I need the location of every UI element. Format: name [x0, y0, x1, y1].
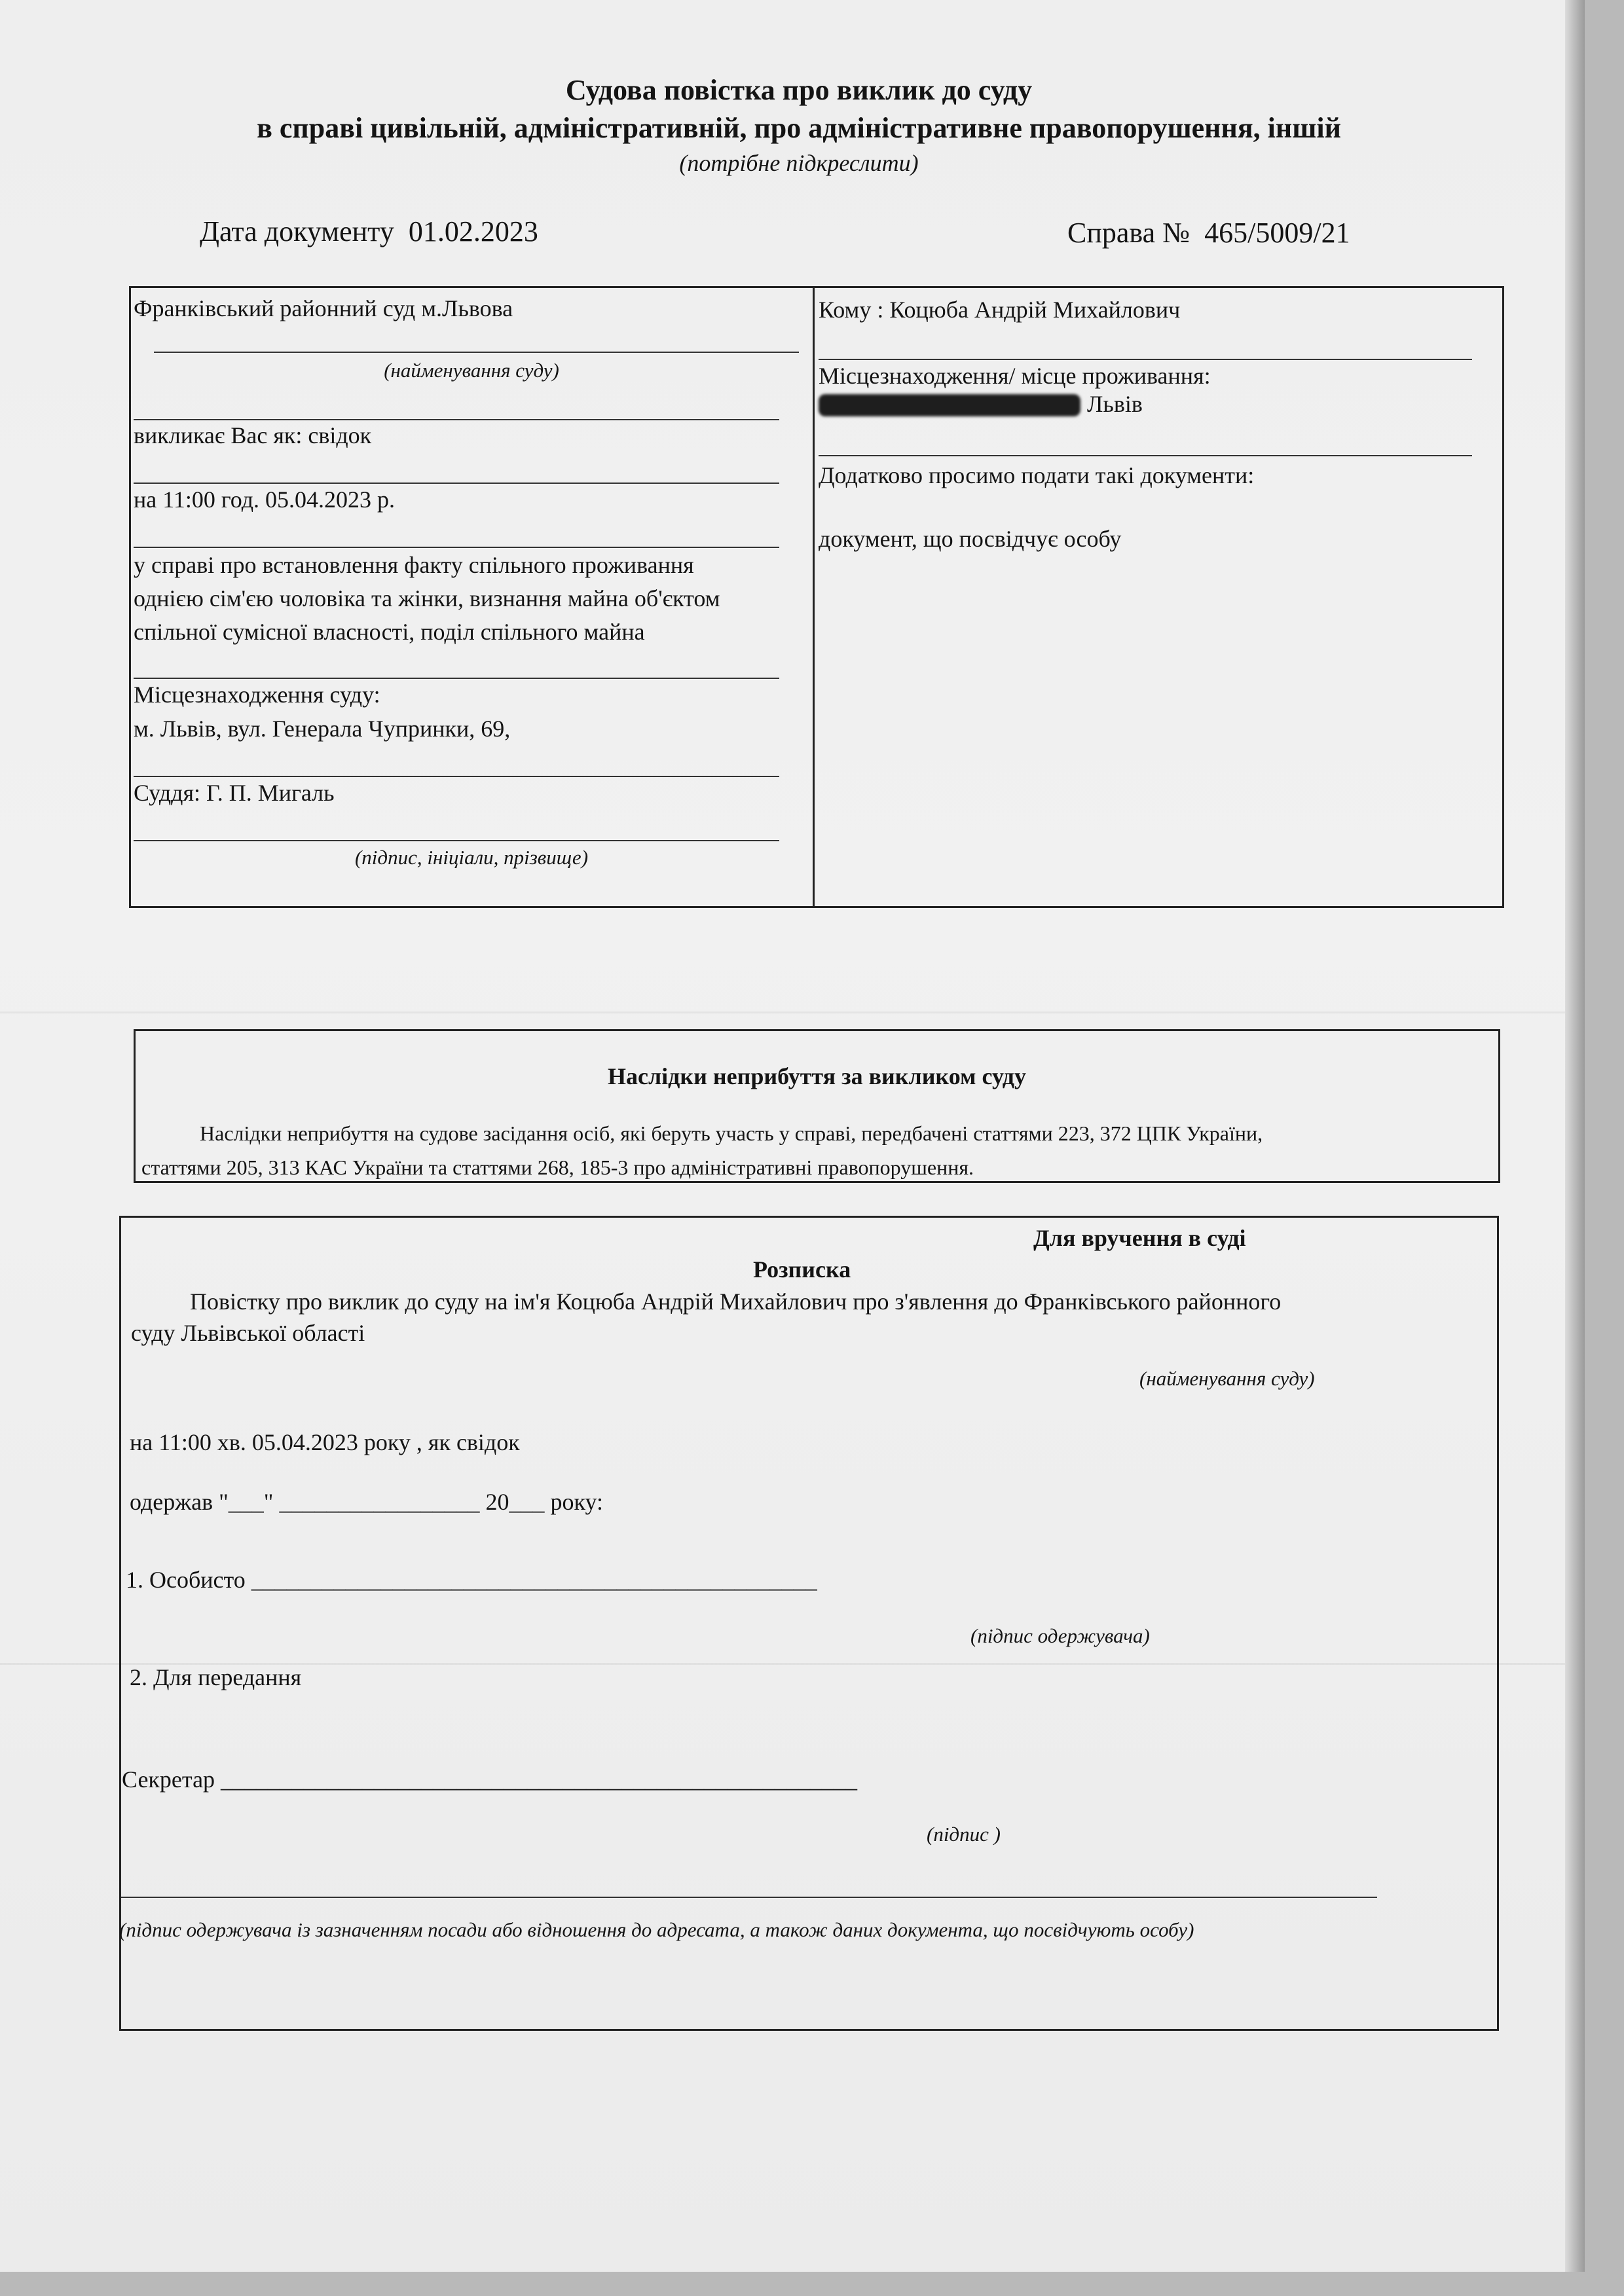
doc-date-label: Дата документу	[200, 215, 394, 247]
page-edge-shadow	[1565, 0, 1585, 2272]
secretary-signature-line: Секретар ______________________________________________________	[122, 1766, 858, 1793]
residence-city: Львів	[1087, 391, 1143, 417]
redacted-address	[819, 394, 1080, 416]
extra-docs-label: Додатково просимо подати такі документи:	[819, 462, 1255, 488]
summon-as: викликає Вас як: свідок	[134, 422, 372, 448]
recipient: Кому : Коцюба Андрій Михайлович	[819, 297, 1181, 323]
court-name-caption: (найменування суду)	[384, 359, 559, 382]
case-subject-line1: у справі про встановлення факту спільного проживання	[134, 552, 694, 578]
underline	[134, 776, 779, 777]
case-number	[1067, 216, 1350, 249]
for-court-label: Для вручення в суді	[1033, 1225, 1246, 1251]
judge: Суддя: Г. П. Мигаль	[134, 780, 335, 806]
case-subject-line2: однією сім'єю чоловіка та жінки, визнання майна об'єктом	[134, 585, 720, 611]
underline	[134, 419, 779, 420]
case-subject-line3: спільної сумісної власності, поділ спільного майна	[134, 619, 645, 645]
doc-subtitle: (потрібне підкреслити)	[679, 150, 919, 176]
underline	[134, 678, 779, 679]
judge-caption: (підпис, ініціали, прізвище)	[354, 846, 589, 869]
underline	[154, 352, 799, 353]
underline	[121, 1897, 1377, 1898]
doc-title-line2: в справі цивільній, адміністративній, про адміністративне правопорушення, іншій	[257, 112, 1341, 144]
doc-date-value: 01.02.2023	[408, 215, 538, 247]
residence-label: Місцезнаходження/ місце проживання:	[819, 363, 1211, 389]
underline	[134, 840, 779, 841]
underline	[819, 455, 1472, 456]
case-number-label: Справа №	[1067, 217, 1190, 249]
receipt-line2: суду Львівської області	[131, 1320, 365, 1346]
consequences-title: Наслідки неприбуття за викликом суду	[608, 1063, 1026, 1089]
extra-docs-value: документ, що посвідчує особу	[819, 526, 1122, 552]
underline	[819, 359, 1472, 360]
underline	[134, 547, 779, 548]
bottom-signature-caption: (підпис одержувача із зазначенням посади або відношення до адресата, а також даних документа, що посвідчують особу)	[119, 1918, 1194, 1941]
recipient-signature-caption: (підпис одержувача)	[970, 1624, 1150, 1647]
court-address: м. Львів, вул. Генерала Чупринки, 69,	[134, 716, 511, 742]
hearing-time: на 11:00 год. 05.04.2023 р.	[134, 486, 396, 513]
received-date-line: одержав "___" _________________ 20___ року:	[130, 1489, 604, 1515]
court-location-label: Місцезнаходження суду:	[134, 682, 380, 708]
receipt-title: Розписка	[753, 1256, 851, 1283]
consequences-text-line1: Наслідки неприбуття на судове засідання осіб, які беруть участь у справі, передбачені статтями 223, 372 ЦПК України,	[200, 1121, 1263, 1145]
paper-fold	[0, 1011, 1585, 1013]
doc-date	[200, 215, 538, 248]
case-number-value: 465/5009/21	[1204, 217, 1350, 249]
court-name: Франківський районний суд м.Львова	[134, 295, 513, 321]
doc-title-line1: Судова повістка про виклик до суду	[565, 74, 1033, 106]
receipt-line1: Повістку про виклик до суду на ім'я Коцюба Андрій Михайлович про з'явлення до Франківського районного	[190, 1288, 1282, 1315]
for-transfer-label: 2. Для передання	[130, 1664, 302, 1690]
receipt-time-line: на 11:00 хв. 05.04.2023 року , як свідок	[130, 1429, 520, 1455]
consequences-text-line2: статтями 205, 313 КАС України та статтями 268, 185-3 про адміністративні правопорушення.	[141, 1156, 974, 1179]
receipt-court-caption: (найменування суду)	[1139, 1367, 1315, 1390]
secretary-signature-caption: (підпис )	[927, 1823, 1001, 1846]
underline	[134, 483, 779, 484]
column-divider	[813, 286, 815, 908]
personally-signature-line: 1. Особисто ________________________________________________	[126, 1567, 817, 1593]
